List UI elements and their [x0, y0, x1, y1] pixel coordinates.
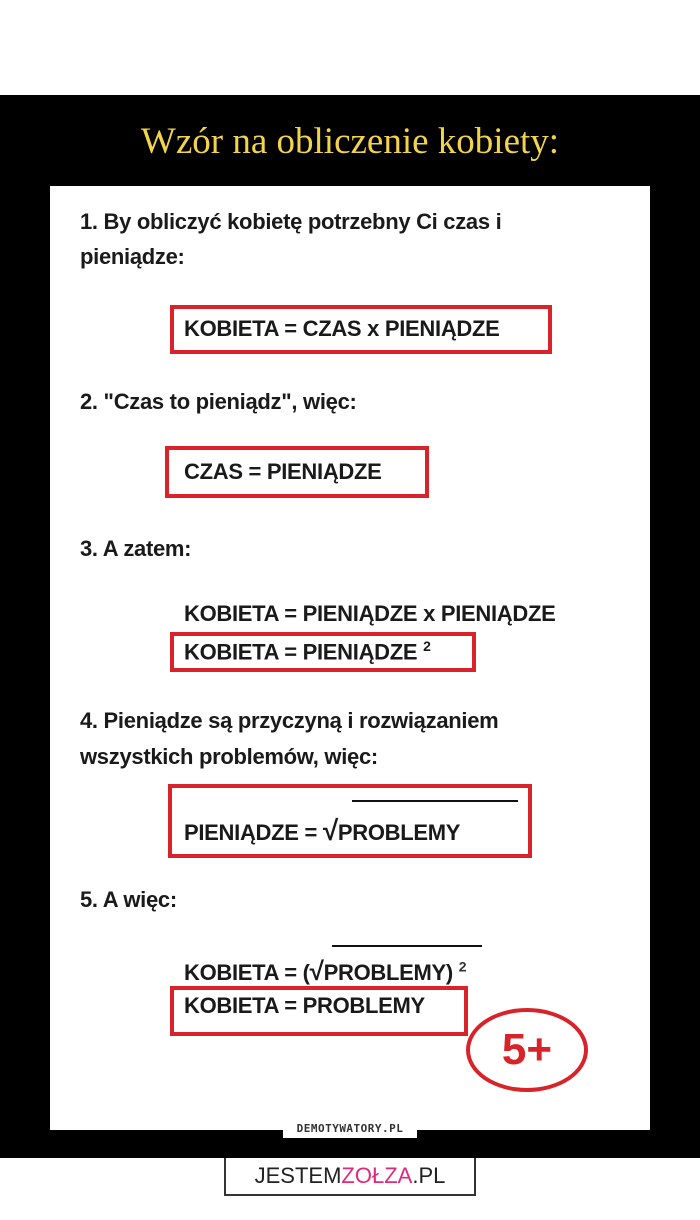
sqrt-bar: [352, 800, 518, 802]
site-logo[interactable]: JESTEMZOŁZA.PL: [224, 1158, 476, 1196]
step1-text-2: pieniądze:: [80, 244, 185, 269]
sqrt-icon: √: [309, 956, 324, 986]
step1-equation: KOBIETA = CZAS x PIENIĄDZE: [184, 316, 500, 341]
step4-text: 4. Pieniądze są przyczyną i rozwiązaniem: [80, 708, 499, 733]
step2-equation: CZAS = PIENIĄDZE: [184, 459, 382, 484]
step3-line: KOBIETA = PIENIĄDZE x PIENIĄDZE: [184, 601, 556, 626]
step5-line: KOBIETA = (√PROBLEMY) $^2$: [184, 956, 467, 986]
step2-text: 2. "Czas to pieniądz", więc:: [80, 389, 357, 414]
watermark: DEMOTYWATORY.PL: [283, 1120, 417, 1138]
grade-stamp: 5+: [466, 1008, 588, 1092]
step5-text: 5. A więc:: [80, 887, 177, 912]
step4-text-2: wszystkich problemów, więc:: [80, 744, 378, 769]
step4-equation: PIENIĄDZE = √PROBLEMY: [184, 815, 461, 846]
step3-text: 3. A zatem:: [80, 536, 192, 561]
sqrt-icon: √: [322, 815, 338, 846]
step3-equation: KOBIETA = PIENIĄDZE $^2$: [184, 638, 431, 665]
sqrt-bar: [332, 945, 482, 947]
step5-equation: KOBIETA = PROBLEMY: [184, 993, 425, 1018]
poster-title: Wzór na obliczenie kobiety:: [140, 121, 560, 162]
step1-text: 1. By obliczyć kobietę potrzebny Ci czas i: [80, 209, 502, 234]
